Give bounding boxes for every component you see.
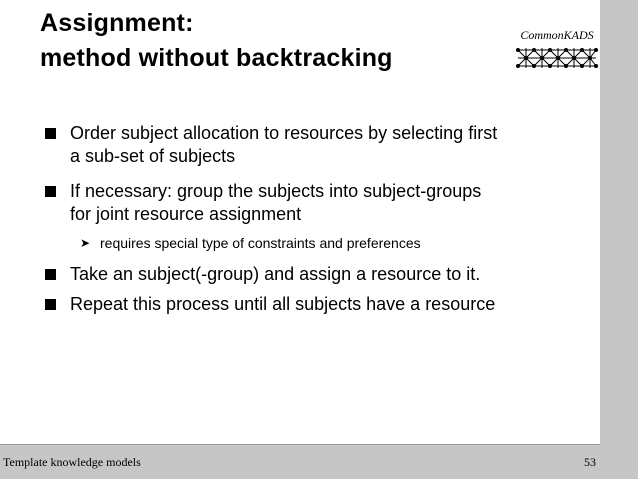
sub-bullet-text: requires special type of constraints and preferences bbox=[100, 235, 421, 251]
footer-divider bbox=[0, 444, 600, 445]
commonkads-logo bbox=[514, 28, 600, 72]
bullet-text-line: Repeat this process until all subjects have a resource bbox=[70, 294, 496, 314]
bullet-text bbox=[70, 122, 590, 168]
slide-title-line-1: Assignment: bbox=[40, 9, 194, 37]
bullet-text-line: Order subject allocation to resources by selecting first bbox=[70, 123, 498, 143]
bullet-text bbox=[70, 293, 590, 316]
page-number: 53 bbox=[584, 455, 596, 469]
slide-title bbox=[40, 6, 393, 76]
bullet-text-line: a sub-set of subjects bbox=[70, 146, 236, 166]
logo-text: CommonKADS bbox=[520, 28, 594, 42]
bullet-text-line: Take an subject(-group) and assign a resource to it. bbox=[70, 264, 481, 284]
arrowhead-bullet-icon: ➤ bbox=[80, 236, 91, 250]
square-bullet-icon bbox=[45, 269, 56, 280]
slide-title-line-2: method without backtracking bbox=[40, 44, 393, 72]
bullet-text-line: If necessary: group the subjects into subject-groups bbox=[70, 181, 482, 201]
commonkads-logo-icon bbox=[514, 44, 600, 72]
bullet-text-line: for joint resource assignment bbox=[70, 204, 302, 224]
footer-title: Template knowledge models bbox=[3, 455, 141, 469]
bullet-text bbox=[70, 263, 590, 286]
square-bullet-icon bbox=[45, 186, 56, 197]
square-bullet-icon bbox=[45, 128, 56, 139]
slide-shadow-right bbox=[600, 0, 638, 444]
square-bullet-icon bbox=[45, 299, 56, 310]
bullet-text bbox=[70, 180, 590, 226]
